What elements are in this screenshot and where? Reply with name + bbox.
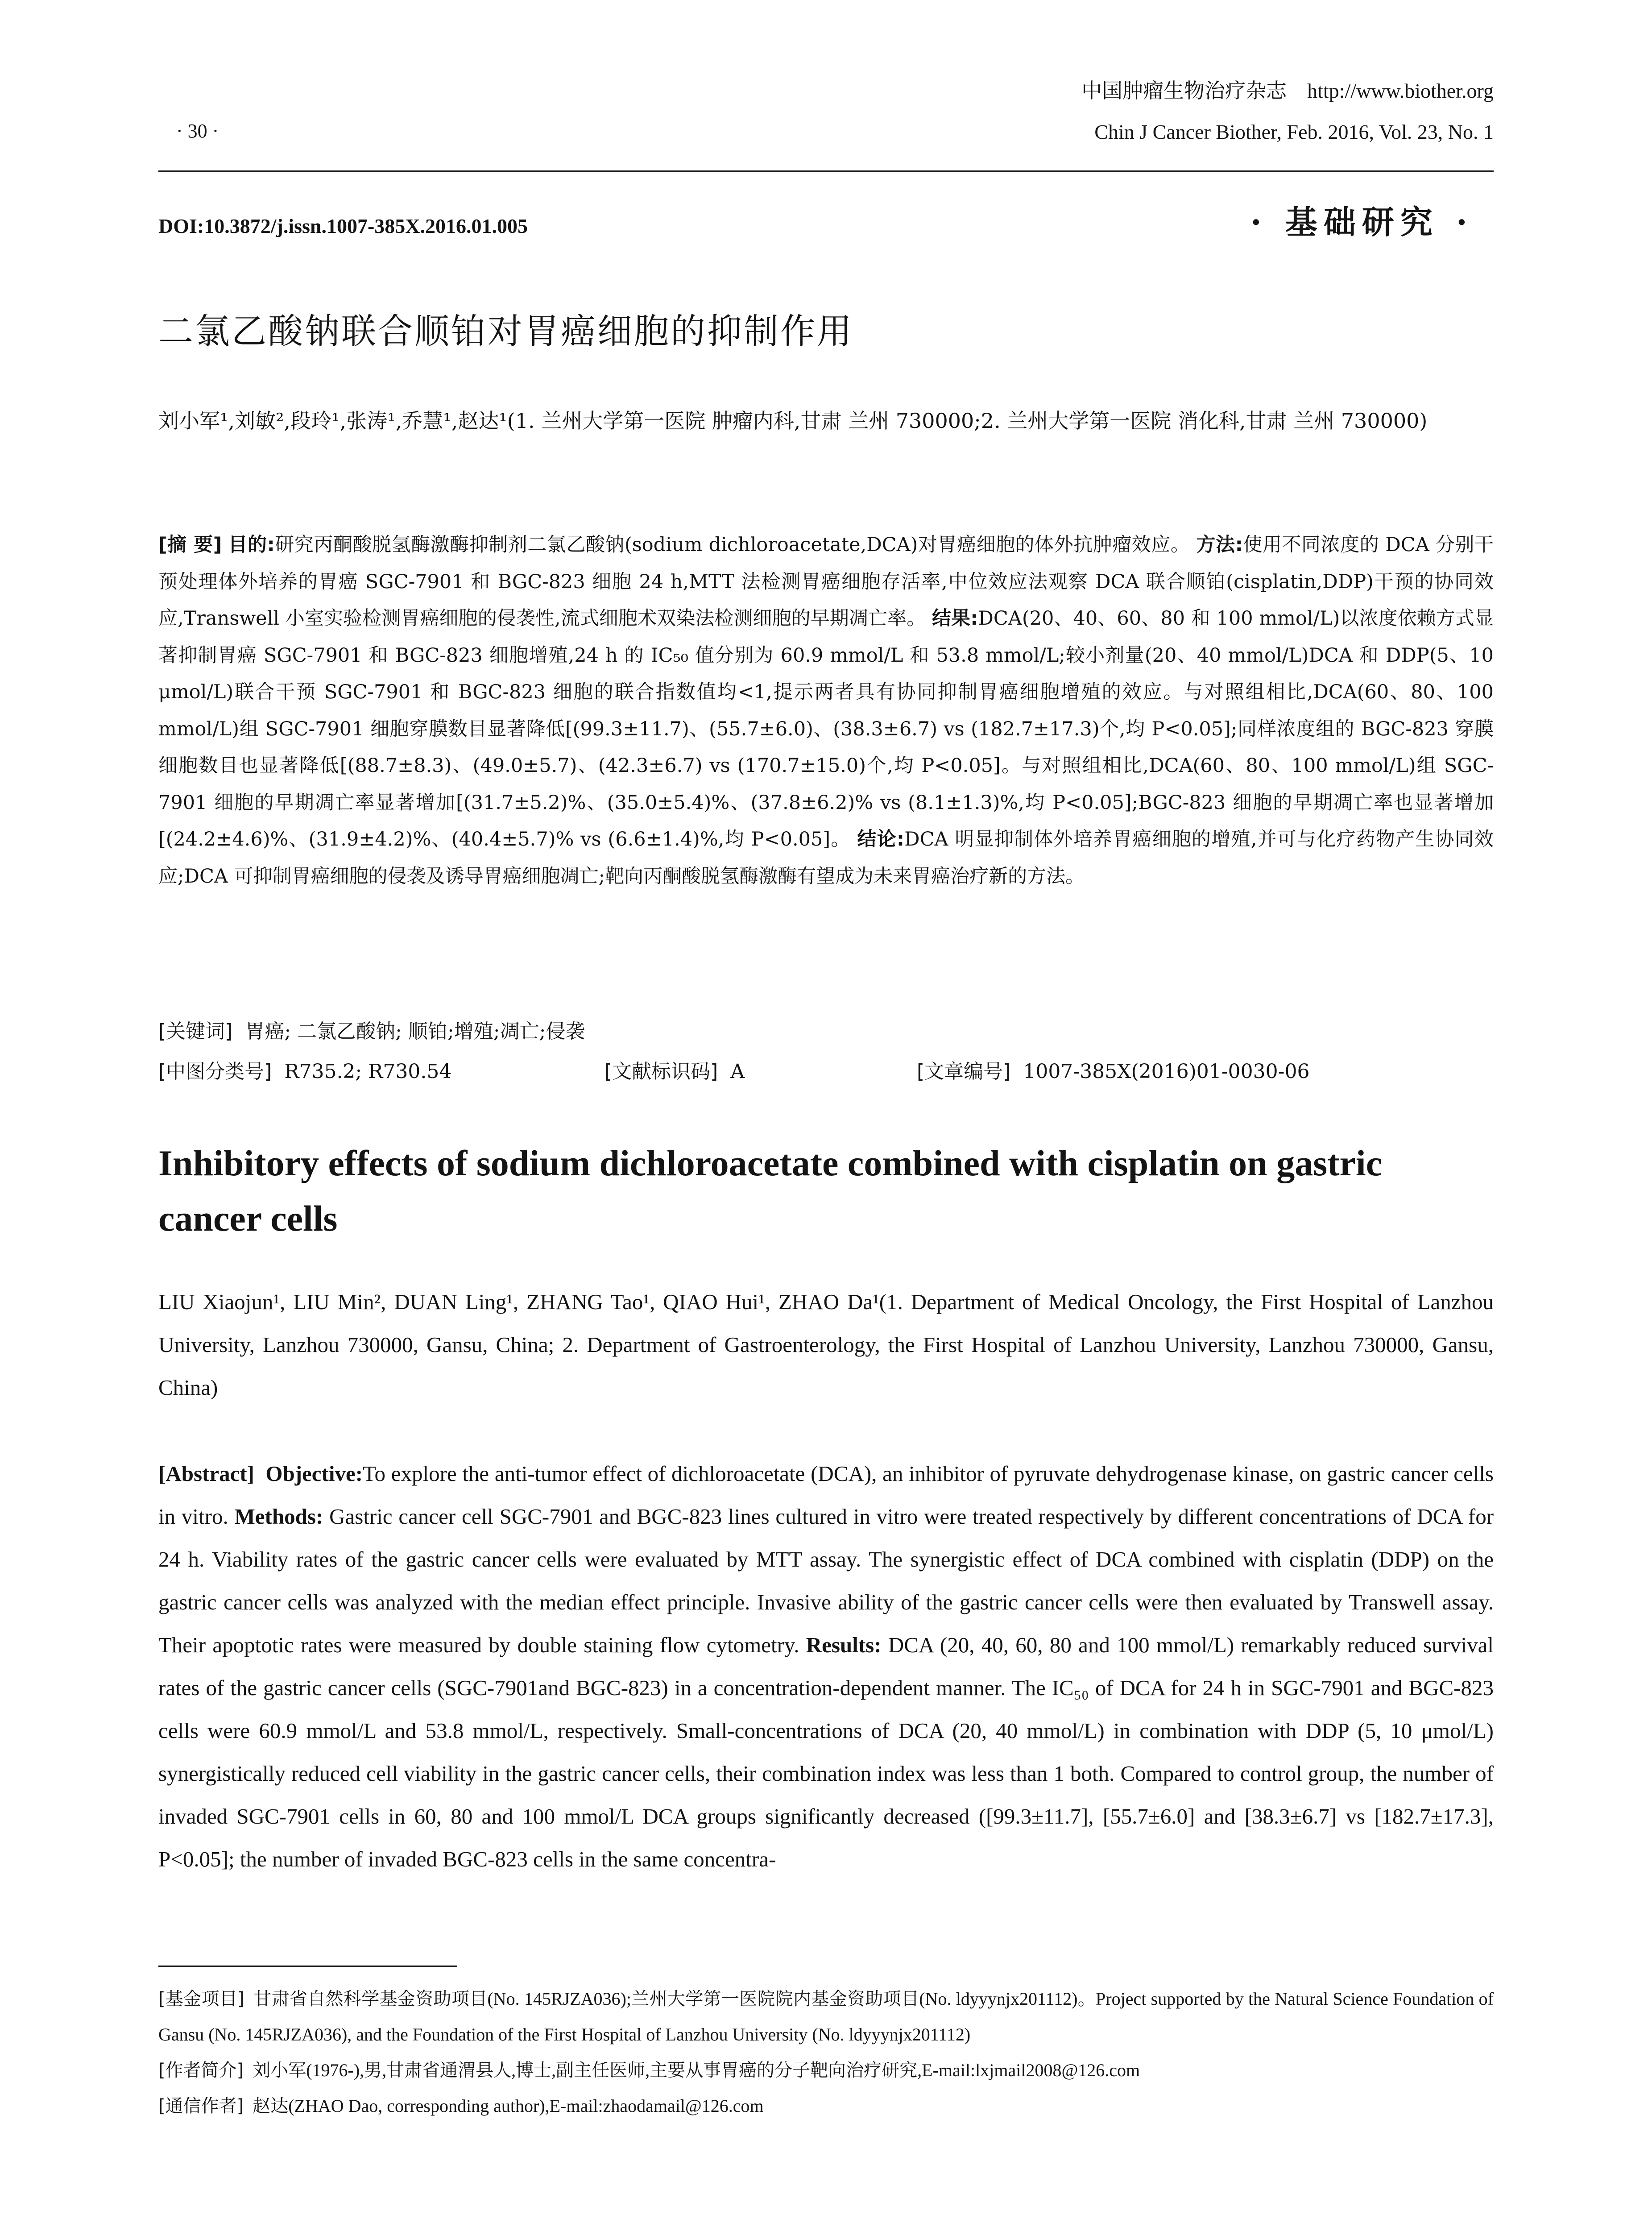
- results-en-label: Results:: [806, 1633, 882, 1657]
- doc-code-value: A: [730, 1060, 745, 1083]
- journal-name-cn: 中国肿瘤生物治疗杂志: [1081, 79, 1287, 102]
- abstract-en-label: [Abstract]: [158, 1461, 254, 1486]
- footnote-divider: [158, 1966, 457, 1967]
- journal-citation: Chin J Cancer Biother, Feb. 2016, Vol. 23, No. 1: [1094, 120, 1494, 143]
- keywords-cn-text: 胃癌; 二氯乙酸钠; 顺铂;增殖;凋亡;侵袭: [245, 1020, 585, 1043]
- objective-en: To explore the anti-tumor effect of dichloroacetate (DCA), an inhibitor of pyruvate dehydrogenase kinase, on gastric cancer cells in vitro.: [158, 1461, 1494, 1529]
- authors-cn: 刘小军¹,刘敏²,段玲¹,张涛¹,乔慧¹,赵达¹(1. 兰州大学第一医院 肿瘤内科,甘肃 兰州 730000;2. 兰州大学第一医院 消化科,甘肃 兰州 730000): [158, 409, 1428, 433]
- section-label: · 基础研究 ·: [1250, 203, 1474, 241]
- abstract-cn: [158, 527, 1494, 895]
- clc-label: [中图分类号]: [158, 1060, 272, 1083]
- funding-note: [158, 1981, 1494, 2053]
- methods-en-label: Methods:: [234, 1504, 323, 1529]
- journal-header: [1081, 70, 1494, 153]
- keywords-cn-label: [关键词]: [158, 1020, 233, 1043]
- objective-en-label: Objective:: [265, 1461, 363, 1486]
- author-note-label: [作者简介]: [158, 2060, 244, 2081]
- author-note-text: 刘小军(1976-),男,甘肃省通渭县人,博士,副主任医师,主要从事胃癌的分子靶向治疗研究,E-mail:lxjmail2008@126.com: [253, 2060, 1140, 2080]
- title-cn: 二氯乙酸钠联合顺铂对胃癌细胞的抑制作用: [158, 311, 854, 352]
- results-cn: DCA(20、40、60、80 和 100 mmol/L)以浓度依赖方式显著抑制胃癌 SGC-7901 和 BGC-823 细胞增殖,24 h 的 IC₅₀ 值分别为 60.9 mmol/L 和 53.8 mmol/L;较小剂量(20、40 mmol/L)DCA 和 DDP(5、10 μmol/L)联合干预 SGC-7901 和 BGC-823 细胞的联合指数值均<1,提示两者具有协同抑制胃癌细胞增殖的效应。与对照组相比,DCA(60、80、100 mmol/L)组 SGC-7901 细胞穿膜数目显著降低[(99.3±11.7)、(55.7±6.0)、(38.3±6.7) vs (182.7±17.3)个,均 P<0.05];同样浓度组的 BGC-823 穿膜细胞数目也显著降低[(88.7±8.3)、(49.0±5.7)、(42.3±6.7) vs (170.7±15.0)个,均 P<0.05]。与对照组相比,DCA(60、80、100 mmol/L)组 SGC-7901 细胞的早期凋亡率显著增加[(31.7±5.2)%、(35.0±5.4)%、(37.8±6.2)% vs (8.1±1.3)%,均 P<0.05];BGC-823 细胞的早期凋亡率也显著增加[(24.2±4.6)%、(31.9±4.2)%、(40.4±5.7)% vs (6.6±1.4)%,均 P<0.05]。: [158, 607, 1494, 850]
- authors-en: LIU Xiaojun¹, LIU Min², DUAN Ling¹, ZHANG Tao¹, QIAO Hui¹, ZHAO Da¹(1. Department of Medical Oncology, the First Hospital of Lanzhou University, Lanzhou 730000, Gansu, China; 2. Department of Gastroenterology, the First Hospital of Lanzhou University, Lanzhou 730000, Gansu, China): [158, 1290, 1494, 1400]
- clc-value: R735.2; R730.54: [284, 1060, 452, 1083]
- article-no-value: 1007-385X(2016)01-0030-06: [1023, 1060, 1310, 1083]
- article-no-label: [文章编号]: [917, 1060, 1011, 1083]
- classification-row: [158, 1055, 1494, 1084]
- journal-line-1: [1081, 70, 1494, 112]
- conclusion-cn-label: 结论:: [857, 828, 905, 850]
- page-number: · 30 ·: [176, 120, 219, 142]
- journal-url[interactable]: http://www.biother.org: [1307, 79, 1494, 102]
- objective-cn: 研究丙酮酸脱氢酶激酶抑制剂二氯乙酸钠(sodium dichloroacetate,DCA)对胃癌细胞的体外抗肿瘤效应。: [274, 534, 1190, 556]
- abstract-cn-label: [摘 要]: [158, 534, 222, 556]
- funding-text: 甘肃省自然科学基金资助项目(No. 145RJZA036);兰州大学第一医院院内基金资助项目(No. ldyyynjx201112)。Project supported by the Natural Science Foundation of Gansu (No. 145RJZA036), and the Foundation of the First Hospital of Lanzhou University (No. ldyyynjx201112): [158, 1989, 1494, 2044]
- corresponding-note: [158, 2088, 1494, 2124]
- funding-label: [基金项目]: [158, 1989, 244, 2009]
- results-en: DCA (20, 40, 60, 80 and 100 mmol/L) remarkably reduced survival rates of the gastric cancer cells (SGC-7901and BGC-823) in a concentration-dependent manner. The IC₅₀ of DCA for 24 h in SGC-7901 and BGC-823 cells were 60.9 mmol/L and 53.8 mmol/L, respectively. Small-concentrations of DCA (20, 40 mmol/L) in combination with DDP (5, 10 μmol/L) synergistically reduced cell viability in the gastric cancer cells, their combination index was less than 1 both. Compared to control group, the number of invaded SGC-7901 cells in 60, 80 and 100 mmol/L DCA groups significantly decreased ([99.3±11.7], [55.7±6.0] and [38.3±6.7] vs [182.7±17.3], P<0.05]; the number of invaded BGC-823 cells in the same concentra-: [158, 1633, 1494, 1871]
- author-note: [158, 2053, 1494, 2088]
- title-en: Inhibitory effects of sodium dichloroacetate combined with cisplatin on gastric cancer cells: [158, 1143, 1383, 1239]
- header-divider: [158, 170, 1494, 172]
- corresponding-label: [通信作者]: [158, 2096, 244, 2116]
- doi[interactable]: DOI:10.3872/j.issn.1007-385X.2016.01.005: [158, 215, 528, 237]
- keywords-cn: [158, 1015, 585, 1044]
- methods-cn-label: 方法:: [1196, 534, 1243, 556]
- conclusion-cn: DCA 明显抑制体外培养胃癌细胞的增殖,并可与化疗药物产生协同效应;DCA 可抑制胃癌细胞的侵袭及诱导胃癌细胞凋亡;靶向丙酮酸脱氢酶激酶有望成为未来胃癌治疗新的方法。: [158, 828, 1494, 887]
- corresponding-text: 赵达(ZHAO Dao, corresponding author),E-mail:zhaodamail@126.com: [253, 2096, 764, 2116]
- objective-cn-label: 目的:: [228, 534, 275, 556]
- results-cn-label: 结果:: [932, 607, 978, 630]
- doc-code-label: [文献标识码]: [604, 1060, 718, 1083]
- methods-cn: 使用不同浓度的 DCA 分别干预处理体外培养的胃癌 SGC-7901 和 BGC-823 细胞 24 h,MTT 法检测胃癌细胞存活率,中位效应法观察 DCA 联合顺铂(cisplatin,DDP)干预的协同效应,Transwell 小室实验检测胃癌细胞的侵袭性,流式细胞术双染法检测细胞的早期凋亡率。: [158, 534, 1494, 630]
- methods-en: Gastric cancer cell SGC-7901 and BGC-823 lines cultured in vitro were treated respectively by different concentrations of DCA for 24 h. Viability rates of the gastric cancer cells were evaluated by MTT assay. The synergistic effect of DCA combined with cisplatin (DDP) on the gastric cancer cells was analyzed with the median effect principle. Invasive ability of the gastric cancer cells were then evaluated by Transwell assay. Their apoptotic rates were measured by double staining flow cytometry.: [158, 1504, 1494, 1657]
- footnotes: [158, 1981, 1494, 2124]
- abstract-en: [158, 1452, 1494, 1881]
